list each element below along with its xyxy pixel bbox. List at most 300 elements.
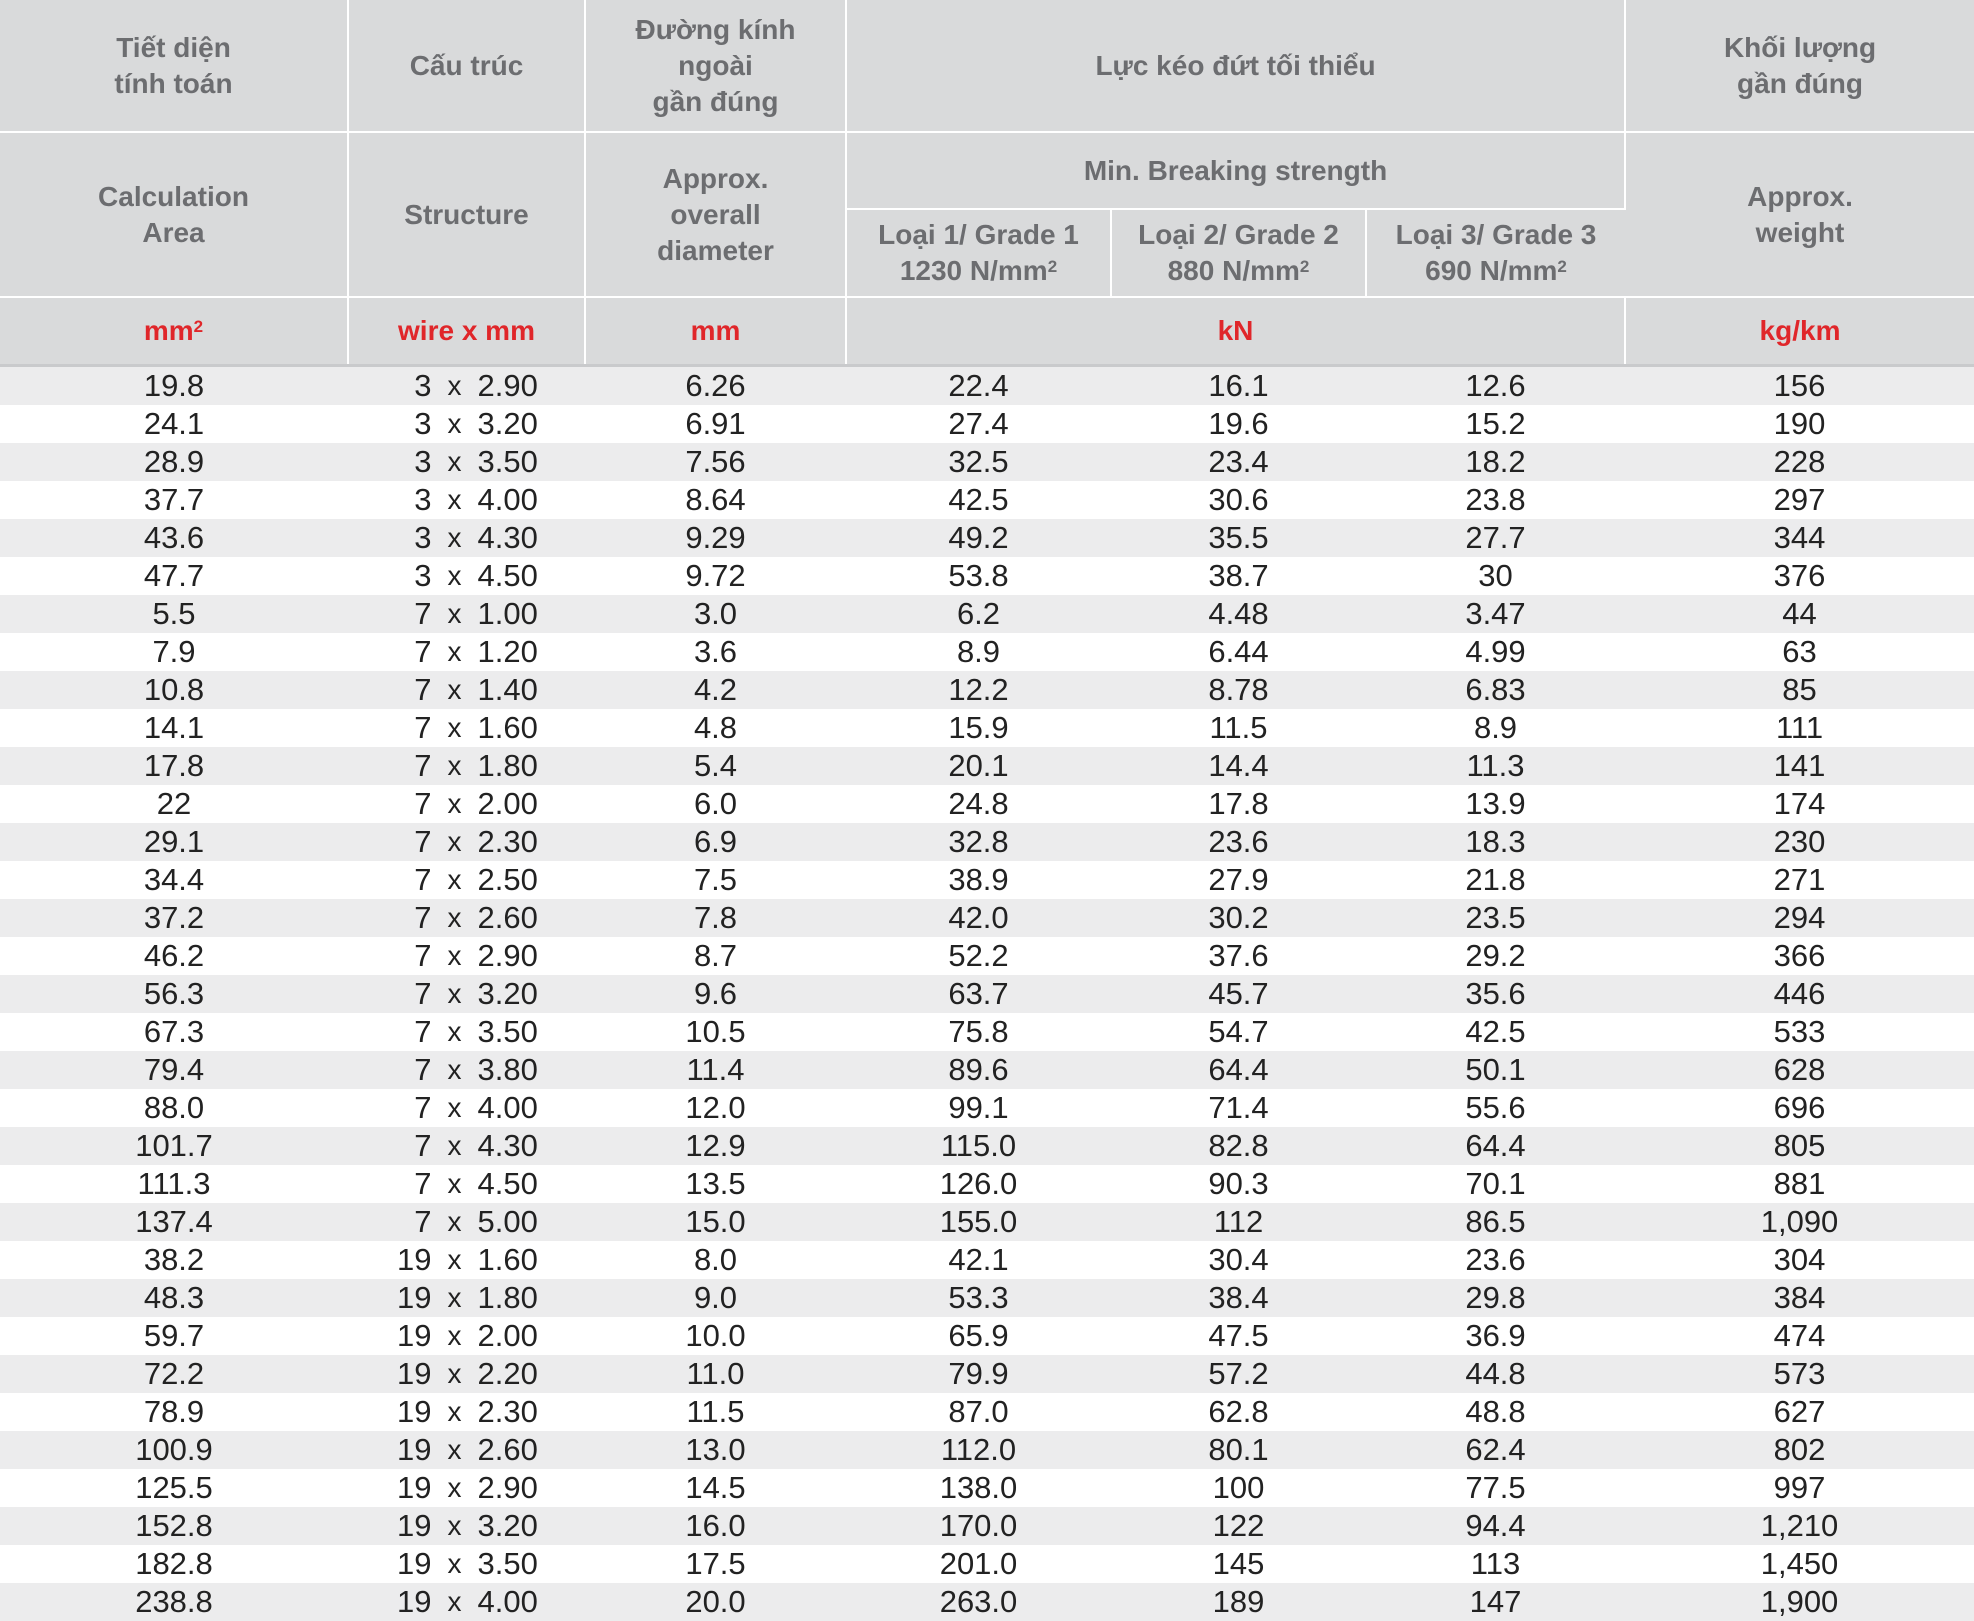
cell-diameter: 3.6 (585, 633, 846, 671)
wire-count: 7 (386, 1203, 432, 1241)
cell-grade-2: 23.4 (1111, 443, 1366, 481)
cell-weight: 190 (1625, 405, 1974, 443)
cell-grade-1: 15.9 (846, 709, 1111, 747)
cell-area: 7.9 (0, 633, 348, 671)
times-sign: x (432, 1279, 478, 1317)
wire-count: 3 (386, 519, 432, 557)
wire-diameter: 2.90 (478, 1469, 548, 1507)
cell-area: 88.0 (0, 1089, 348, 1127)
cell-weight: 805 (1625, 1127, 1974, 1165)
times-sign: x (432, 1013, 478, 1051)
cell-diameter: 7.56 (585, 443, 846, 481)
times-sign: x (432, 443, 478, 481)
cell-grade-1: 63.7 (846, 975, 1111, 1013)
times-sign: x (432, 595, 478, 633)
times-sign: x (432, 557, 478, 595)
times-sign: x (432, 1089, 478, 1127)
times-sign: x (432, 709, 478, 747)
cell-grade-1: 138.0 (846, 1469, 1111, 1507)
table-row (0, 633, 1974, 671)
cell-grade-2: 14.4 (1111, 747, 1366, 785)
times-sign: x (432, 1127, 478, 1165)
wire-diameter: 4.30 (478, 519, 548, 557)
cell-structure (348, 899, 585, 937)
cell-grade-2: 30.4 (1111, 1241, 1366, 1279)
cell-weight: 344 (1625, 519, 1974, 557)
cell-weight: 1,450 (1625, 1545, 1974, 1583)
grade-1-value: 1230 N/mm (900, 255, 1048, 286)
cell-structure (348, 1317, 585, 1355)
cell-area: 38.2 (0, 1241, 348, 1279)
cell-weight: 366 (1625, 937, 1974, 975)
wire-diameter: 3.20 (478, 405, 548, 443)
table-row (0, 899, 1974, 937)
cell-grade-2: 47.5 (1111, 1317, 1366, 1355)
cell-area: 47.7 (0, 557, 348, 595)
cell-area: 14.1 (0, 709, 348, 747)
times-sign: x (432, 1241, 478, 1279)
cell-weight: 881 (1625, 1165, 1974, 1203)
cell-grade-3: 23.5 (1366, 899, 1625, 937)
cell-grade-3: 18.3 (1366, 823, 1625, 861)
wire-count: 19 (386, 1241, 432, 1279)
header-diameter-vi: Đường kính ngoài gần đúng (585, 0, 846, 132)
cell-grade-1: 42.5 (846, 481, 1111, 519)
cell-weight: 696 (1625, 1089, 1974, 1127)
cell-grade-1: 263.0 (846, 1583, 1111, 1621)
cell-area: 37.7 (0, 481, 348, 519)
cell-grade-2: 30.2 (1111, 899, 1366, 937)
cell-structure (348, 1241, 585, 1279)
cell-weight: 230 (1625, 823, 1974, 861)
cell-diameter: 6.9 (585, 823, 846, 861)
wire-diameter: 1.60 (478, 1241, 548, 1279)
cell-grade-3: 113 (1366, 1545, 1625, 1583)
cell-grade-3: 11.3 (1366, 747, 1625, 785)
cell-weight: 384 (1625, 1279, 1974, 1317)
cell-structure (348, 1355, 585, 1393)
wire-count: 19 (386, 1545, 432, 1583)
wire-count: 7 (386, 785, 432, 823)
cell-grade-1: 8.9 (846, 633, 1111, 671)
wire-diameter: 2.90 (478, 367, 548, 405)
wire-count: 7 (386, 1089, 432, 1127)
cell-diameter: 4.8 (585, 709, 846, 747)
cell-grade-1: 170.0 (846, 1507, 1111, 1545)
cell-grade-2: 71.4 (1111, 1089, 1366, 1127)
cell-grade-2: 45.7 (1111, 975, 1366, 1013)
header-grade-2 (1111, 209, 1366, 297)
cell-diameter: 11.4 (585, 1051, 846, 1089)
cell-diameter: 10.5 (585, 1013, 846, 1051)
cell-structure (348, 671, 585, 709)
grade-3-sup: 2 (1557, 257, 1566, 276)
cell-grade-3: 77.5 (1366, 1469, 1625, 1507)
cell-structure (348, 481, 585, 519)
cell-weight: 297 (1625, 481, 1974, 519)
cell-structure (348, 1393, 585, 1431)
table-row (0, 1583, 1974, 1621)
header-structure-en: Structure (348, 132, 585, 297)
times-sign: x (432, 633, 478, 671)
cell-weight: 376 (1625, 557, 1974, 595)
cell-grade-3: 36.9 (1366, 1317, 1625, 1355)
cell-weight: 573 (1625, 1355, 1974, 1393)
cell-structure (348, 1507, 585, 1545)
table-row (0, 1127, 1974, 1165)
cell-grade-3: 29.2 (1366, 937, 1625, 975)
cell-weight: 174 (1625, 785, 1974, 823)
cell-area: 79.4 (0, 1051, 348, 1089)
cell-grade-2: 122 (1111, 1507, 1366, 1545)
cell-grade-3: 6.83 (1366, 671, 1625, 709)
cell-structure (348, 823, 585, 861)
wire-diameter: 1.00 (478, 595, 548, 633)
cell-grade-1: 65.9 (846, 1317, 1111, 1355)
table-row (0, 975, 1974, 1013)
wire-diameter: 3.80 (478, 1051, 548, 1089)
table-row (0, 519, 1974, 557)
wire-count: 7 (386, 937, 432, 975)
times-sign: x (432, 975, 478, 1013)
wire-diameter: 2.60 (478, 1431, 548, 1469)
cell-structure (348, 709, 585, 747)
cell-diameter: 13.0 (585, 1431, 846, 1469)
cell-area: 182.8 (0, 1545, 348, 1583)
header-structure-vi: Cấu trúc (348, 0, 585, 132)
wire-count: 7 (386, 823, 432, 861)
cell-grade-2: 64.4 (1111, 1051, 1366, 1089)
wire-diameter: 1.80 (478, 747, 548, 785)
wire-count: 3 (386, 481, 432, 519)
wire-diameter: 1.40 (478, 671, 548, 709)
cell-structure (348, 1545, 585, 1583)
times-sign: x (432, 481, 478, 519)
wire-diameter: 2.20 (478, 1355, 548, 1393)
cell-structure (348, 1279, 585, 1317)
cell-diameter: 9.6 (585, 975, 846, 1013)
header-grade-1 (846, 209, 1111, 297)
times-sign: x (432, 1355, 478, 1393)
cell-structure (348, 1051, 585, 1089)
cell-grade-1: 126.0 (846, 1165, 1111, 1203)
times-sign: x (432, 1317, 478, 1355)
cell-grade-3: 8.9 (1366, 709, 1625, 747)
wire-diameter: 5.00 (478, 1203, 548, 1241)
cell-area: 137.4 (0, 1203, 348, 1241)
cell-weight: 627 (1625, 1393, 1974, 1431)
cell-structure (348, 519, 585, 557)
cell-grade-2: 80.1 (1111, 1431, 1366, 1469)
wire-count: 7 (386, 671, 432, 709)
cell-grade-1: 99.1 (846, 1089, 1111, 1127)
cell-diameter: 6.0 (585, 785, 846, 823)
unit-breaking: kN (846, 297, 1625, 366)
cell-weight: 111 (1625, 709, 1974, 747)
wire-diameter: 4.50 (478, 1165, 548, 1203)
unit-area: $mm^2$ (0, 297, 348, 366)
cell-grade-3: 29.8 (1366, 1279, 1625, 1317)
wire-count: 7 (386, 747, 432, 785)
wire-count: 19 (386, 1507, 432, 1545)
cell-grade-2: 112 (1111, 1203, 1366, 1241)
cell-grade-3: 4.99 (1366, 633, 1625, 671)
wire-diameter: 3.50 (478, 443, 548, 481)
cell-structure (348, 747, 585, 785)
cell-grade-1: 53.8 (846, 557, 1111, 595)
times-sign: x (432, 405, 478, 443)
wire-count: 3 (386, 443, 432, 481)
cell-area: 59.7 (0, 1317, 348, 1355)
cell-grade-1: 32.5 (846, 443, 1111, 481)
cell-grade-2: 54.7 (1111, 1013, 1366, 1051)
cell-grade-1: 22.4 (846, 366, 1111, 406)
cell-grade-2: 11.5 (1111, 709, 1366, 747)
cell-grade-2: 6.44 (1111, 633, 1366, 671)
cell-grade-1: 38.9 (846, 861, 1111, 899)
cell-diameter: 9.72 (585, 557, 846, 595)
wire-diameter: 4.00 (478, 1583, 548, 1621)
cell-grade-2: 38.7 (1111, 557, 1366, 595)
wire-count: 3 (386, 405, 432, 443)
unit-diameter: mm (585, 297, 846, 366)
cell-diameter: 10.0 (585, 1317, 846, 1355)
cell-grade-2: 16.1 (1111, 366, 1366, 406)
cell-area: 48.3 (0, 1279, 348, 1317)
cell-weight: 474 (1625, 1317, 1974, 1355)
wire-count: 19 (386, 1317, 432, 1355)
table-row (0, 747, 1974, 785)
times-sign: x (432, 1507, 478, 1545)
cell-diameter: 6.26 (585, 366, 846, 406)
wire-diameter: 2.60 (478, 899, 548, 937)
cell-grade-1: 115.0 (846, 1127, 1111, 1165)
wire-diameter: 1.60 (478, 709, 548, 747)
cell-weight: 1,900 (1625, 1583, 1974, 1621)
times-sign: x (432, 785, 478, 823)
table-row (0, 1507, 1974, 1545)
cell-grade-2: 145 (1111, 1545, 1366, 1583)
cell-area: 101.7 (0, 1127, 348, 1165)
cell-grade-1: 112.0 (846, 1431, 1111, 1469)
table-row (0, 1051, 1974, 1089)
cell-grade-3: 55.6 (1366, 1089, 1625, 1127)
wire-diameter: 4.00 (478, 481, 548, 519)
header-breaking-en: Min. Breaking strength (846, 132, 1625, 209)
wire-count: 19 (386, 1431, 432, 1469)
cell-grade-3: 15.2 (1366, 405, 1625, 443)
header-diameter-en: Approx. overall diameter (585, 132, 846, 297)
wire-diameter: 2.00 (478, 785, 548, 823)
header-breaking-vi: Lực kéo đứt tối thiểu (846, 0, 1625, 132)
grade-2-value: 880 N/mm (1168, 255, 1300, 286)
cell-grade-3: 86.5 (1366, 1203, 1625, 1241)
cell-area: 46.2 (0, 937, 348, 975)
table-row (0, 861, 1974, 899)
table-row (0, 1203, 1974, 1241)
wire-count: 7 (386, 595, 432, 633)
wire-count: 19 (386, 1355, 432, 1393)
table-row (0, 481, 1974, 519)
cell-structure (348, 1089, 585, 1127)
cell-diameter: 8.7 (585, 937, 846, 975)
wire-diameter: 2.50 (478, 861, 548, 899)
cell-grade-2: 17.8 (1111, 785, 1366, 823)
header-weight-vi: Khối lượng gần đúng (1625, 0, 1974, 132)
table-row (0, 823, 1974, 861)
unit-weight: kg/km (1625, 297, 1974, 366)
grade-2-sup: 2 (1300, 257, 1309, 276)
grade-1-sup: 2 (1048, 257, 1057, 276)
wire-diameter: 2.30 (478, 1393, 548, 1431)
cell-diameter: 20.0 (585, 1583, 846, 1621)
cell-area: 78.9 (0, 1393, 348, 1431)
table-body (0, 366, 1974, 1621)
cell-structure (348, 1165, 585, 1203)
cell-structure (348, 1583, 585, 1621)
header-grade-3 (1366, 209, 1625, 297)
cell-grade-3: 94.4 (1366, 1507, 1625, 1545)
wire-count: 7 (386, 1013, 432, 1051)
cell-diameter: 13.5 (585, 1165, 846, 1203)
cell-diameter: 11.0 (585, 1355, 846, 1393)
cell-area: 34.4 (0, 861, 348, 899)
cell-area: 238.8 (0, 1583, 348, 1621)
wire-count: 3 (386, 557, 432, 595)
table-row (0, 1431, 1974, 1469)
cell-diameter: 15.0 (585, 1203, 846, 1241)
times-sign: x (432, 519, 478, 557)
cell-grade-3: 50.1 (1366, 1051, 1625, 1089)
times-sign: x (432, 1545, 478, 1583)
cell-grade-2: 23.6 (1111, 823, 1366, 861)
cell-weight: 44 (1625, 595, 1974, 633)
cell-weight: 628 (1625, 1051, 1974, 1089)
cell-structure (348, 861, 585, 899)
cell-area: 19.8 (0, 366, 348, 406)
cell-structure (348, 405, 585, 443)
cell-grade-3: 13.9 (1366, 785, 1625, 823)
times-sign: x (432, 1431, 478, 1469)
wire-count: 7 (386, 975, 432, 1013)
table-row (0, 1241, 1974, 1279)
cell-diameter: 8.64 (585, 481, 846, 519)
cell-grade-1: 32.8 (846, 823, 1111, 861)
wire-count: 7 (386, 861, 432, 899)
cell-structure (348, 366, 585, 406)
cell-structure (348, 975, 585, 1013)
times-sign: x (432, 899, 478, 937)
cell-grade-2: 37.6 (1111, 937, 1366, 975)
table-header (0, 0, 1974, 366)
wire-count: 7 (386, 1127, 432, 1165)
grade-3-label: Loại 3/ Grade 3 (1373, 217, 1619, 253)
cell-grade-2: 100 (1111, 1469, 1366, 1507)
cell-grade-3: 27.7 (1366, 519, 1625, 557)
cell-area: 111.3 (0, 1165, 348, 1203)
wire-diameter: 4.30 (478, 1127, 548, 1165)
table-row (0, 937, 1974, 975)
cell-structure (348, 633, 585, 671)
cell-grade-1: 53.3 (846, 1279, 1111, 1317)
table-row (0, 671, 1974, 709)
table-row (0, 1089, 1974, 1127)
cell-structure (348, 1127, 585, 1165)
cell-diameter: 11.5 (585, 1393, 846, 1431)
cell-grade-2: 82.8 (1111, 1127, 1366, 1165)
cell-grade-2: 27.9 (1111, 861, 1366, 899)
cell-diameter: 16.0 (585, 1507, 846, 1545)
cell-weight: 304 (1625, 1241, 1974, 1279)
cell-grade-3: 64.4 (1366, 1127, 1625, 1165)
table-row (0, 443, 1974, 481)
times-sign: x (432, 747, 478, 785)
cell-structure (348, 443, 585, 481)
wire-diameter: 3.20 (478, 1507, 548, 1545)
cell-area: 67.3 (0, 1013, 348, 1051)
wire-count: 3 (386, 367, 432, 405)
cell-diameter: 9.0 (585, 1279, 846, 1317)
cell-grade-1: 49.2 (846, 519, 1111, 557)
cell-grade-2: 62.8 (1111, 1393, 1366, 1431)
cell-structure (348, 595, 585, 633)
cell-grade-2: 8.78 (1111, 671, 1366, 709)
times-sign: x (432, 671, 478, 709)
times-sign: x (432, 937, 478, 975)
wire-count: 7 (386, 1165, 432, 1203)
wire-diameter: 4.50 (478, 557, 548, 595)
header-area-en: Calculation Area (0, 132, 348, 297)
cell-grade-3: 23.8 (1366, 481, 1625, 519)
cell-structure (348, 1203, 585, 1241)
unit-structure: wire x mm (348, 297, 585, 366)
times-sign: x (432, 1203, 478, 1241)
times-sign: x (432, 823, 478, 861)
cell-area: 28.9 (0, 443, 348, 481)
wire-count: 7 (386, 709, 432, 747)
cell-grade-2: 35.5 (1111, 519, 1366, 557)
cell-grade-1: 87.0 (846, 1393, 1111, 1431)
header-area-vi: Tiết diện tính toán (0, 0, 348, 132)
cell-diameter: 9.29 (585, 519, 846, 557)
table-row (0, 1355, 1974, 1393)
table-row (0, 1469, 1974, 1507)
table-row (0, 405, 1974, 443)
wire-diameter: 4.00 (478, 1089, 548, 1127)
header-weight-en: Approx. weight (1625, 132, 1974, 297)
wire-count: 7 (386, 633, 432, 671)
times-sign: x (432, 1583, 478, 1621)
cell-area: 43.6 (0, 519, 348, 557)
cell-weight: 1,210 (1625, 1507, 1974, 1545)
table-row (0, 1317, 1974, 1355)
cell-area: 5.5 (0, 595, 348, 633)
cell-grade-1: 52.2 (846, 937, 1111, 975)
cell-grade-2: 4.48 (1111, 595, 1366, 633)
cell-grade-3: 23.6 (1366, 1241, 1625, 1279)
times-sign: x (432, 1051, 478, 1089)
table-row (0, 785, 1974, 823)
wire-diameter: 3.20 (478, 975, 548, 1013)
cell-grade-1: 201.0 (846, 1545, 1111, 1583)
cell-grade-3: 70.1 (1366, 1165, 1625, 1203)
cell-grade-3: 48.8 (1366, 1393, 1625, 1431)
wire-diameter: 2.00 (478, 1317, 548, 1355)
wire-count: 7 (386, 899, 432, 937)
times-sign: x (432, 367, 478, 405)
cell-grade-1: 155.0 (846, 1203, 1111, 1241)
wire-count: 19 (386, 1583, 432, 1621)
